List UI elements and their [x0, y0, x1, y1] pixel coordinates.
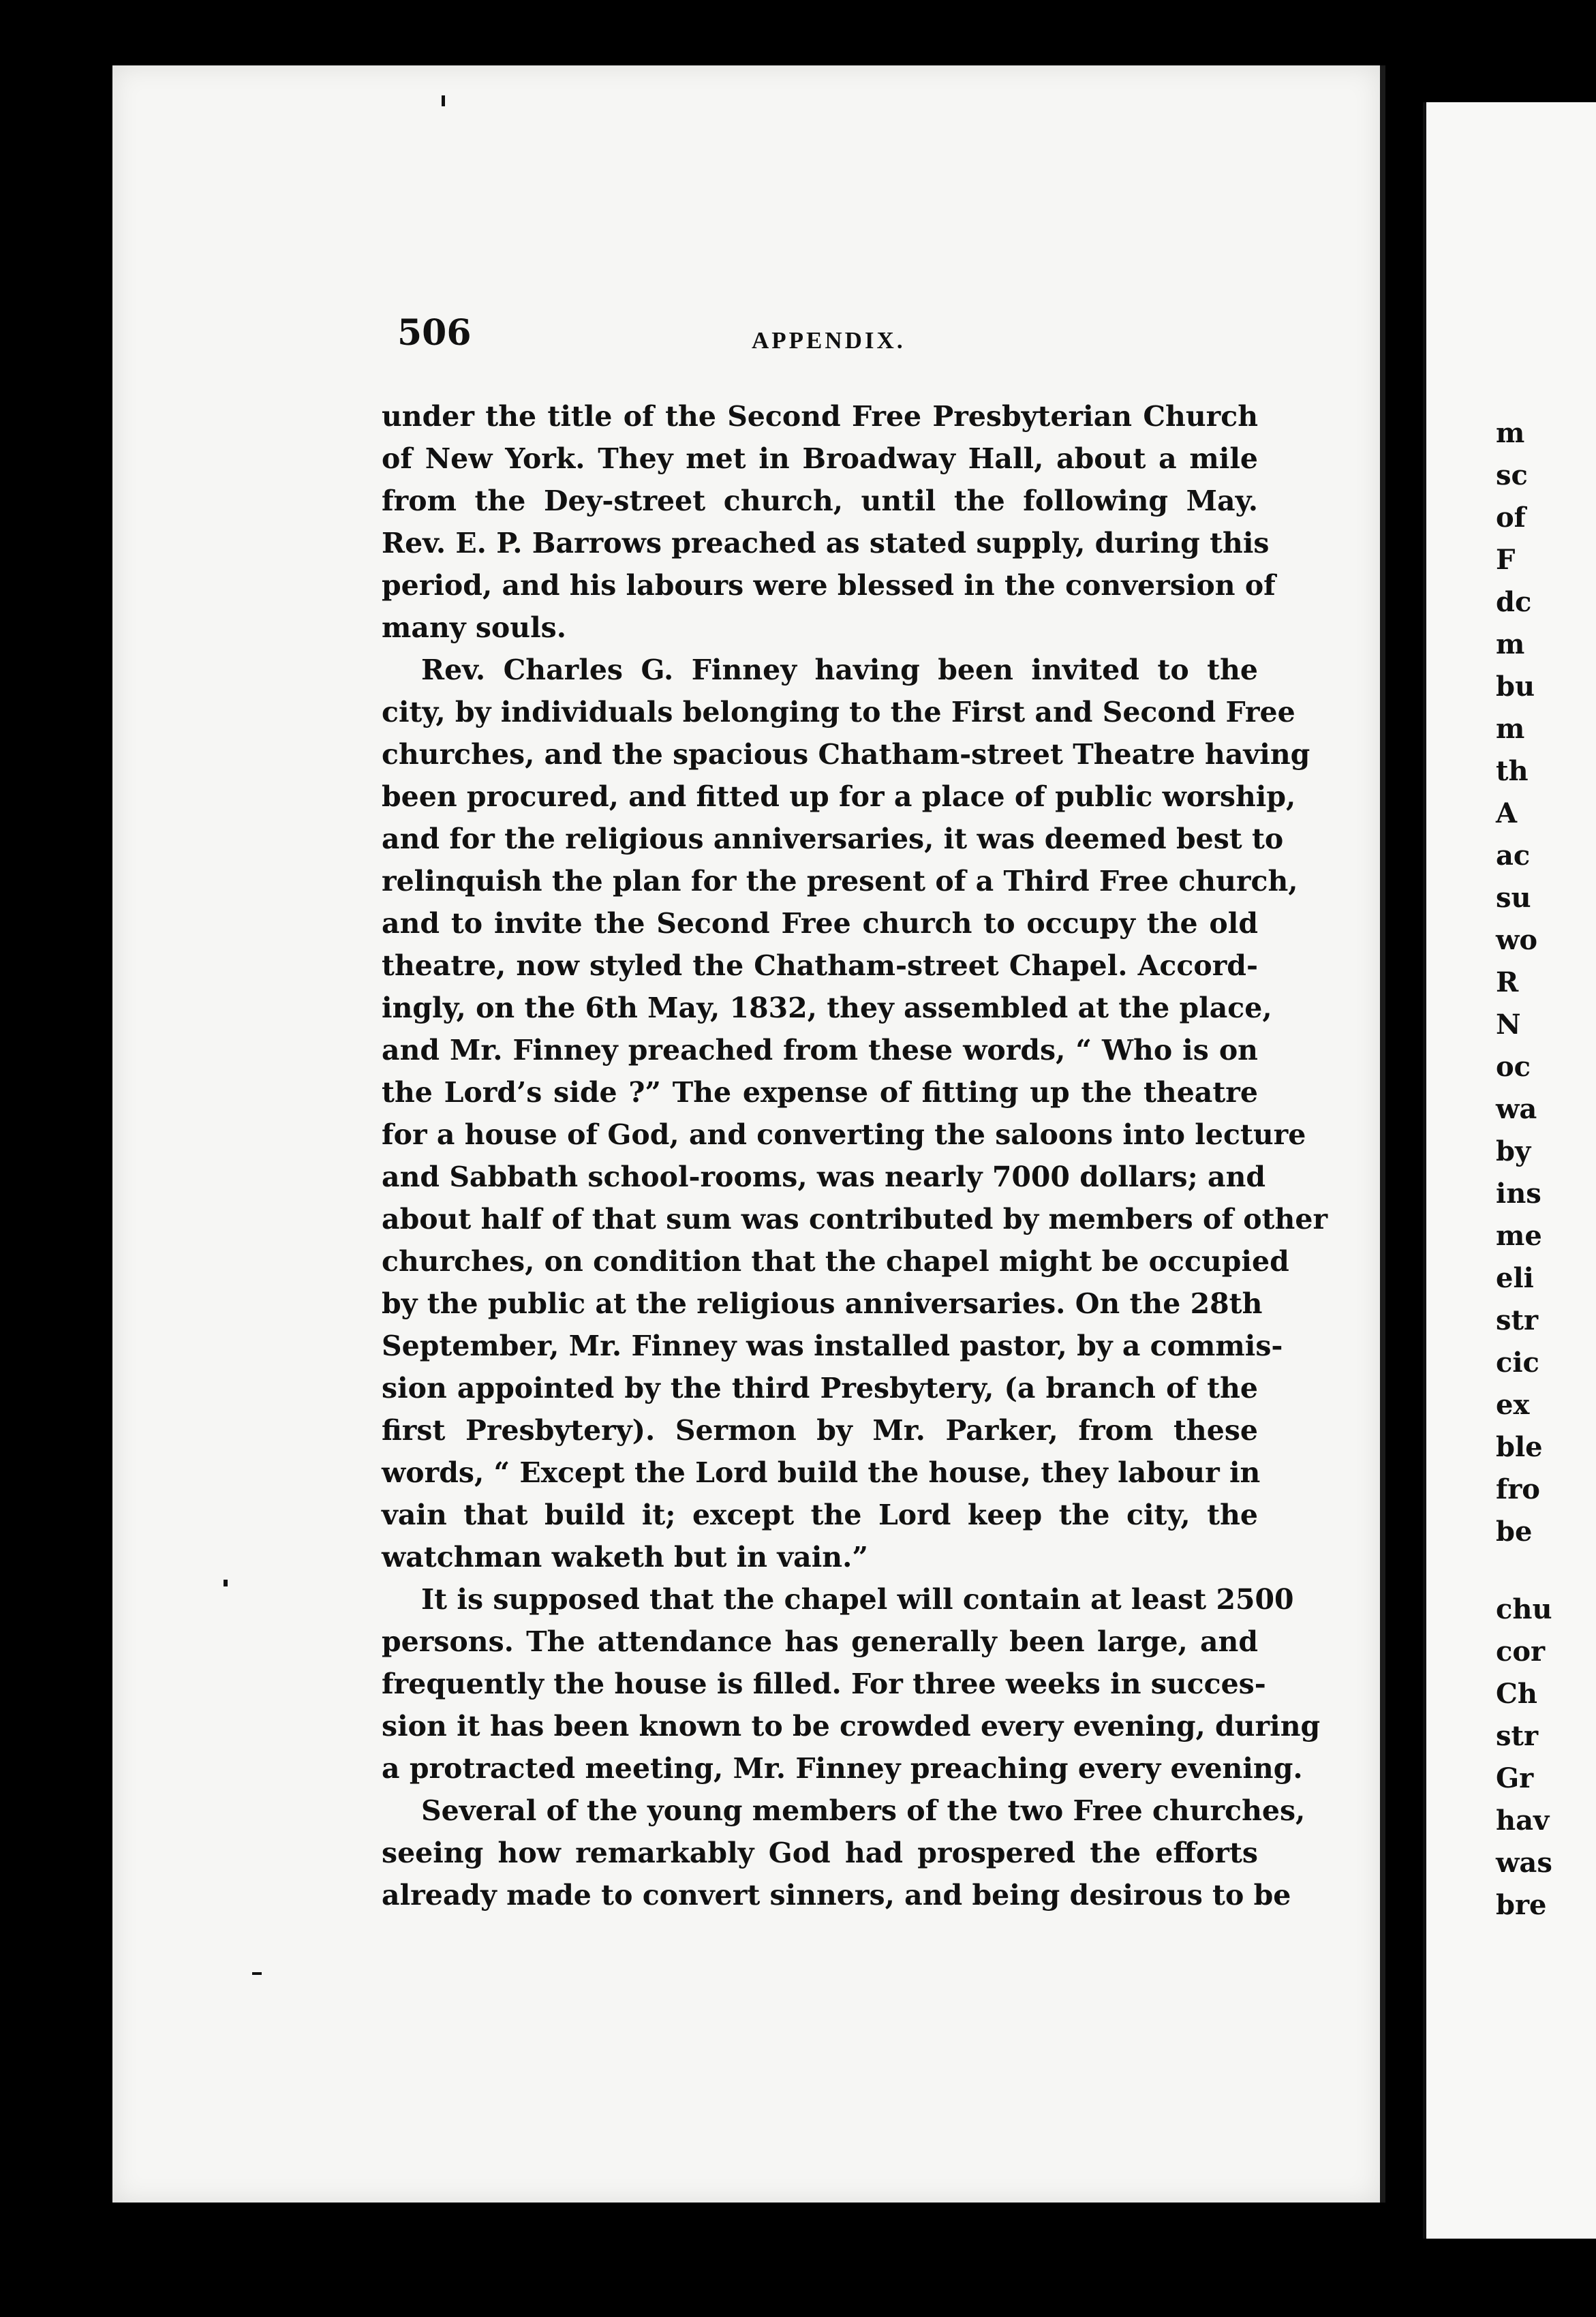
text-line: by the public at the religious anniversaries. On the 28th: [382, 1287, 1263, 1320]
neighbor-fragment: th: [1496, 755, 1529, 787]
text-line: Rev. Charles G. Finney having been invited to the: [421, 654, 1258, 686]
text-line: many souls.: [382, 611, 567, 644]
neighbor-fragment: was: [1496, 1847, 1552, 1879]
scan-speck-top: [442, 95, 445, 106]
text-line: the Lord’s side ?” The expense of fitting up the theatre: [382, 1076, 1258, 1109]
neighbor-fragment: N: [1496, 1009, 1521, 1041]
neighbor-fragment: su: [1496, 882, 1531, 914]
neighbor-fragment: ble: [1496, 1431, 1543, 1463]
neighbor-fragment: Ch: [1496, 1678, 1537, 1710]
scan-speck-left: [224, 1580, 228, 1586]
paragraph-4: [382, 1790, 1306, 1916]
paragraph-1: [382, 395, 1276, 649]
neighbor-fragment: me: [1496, 1220, 1542, 1252]
neighbor-fragment: A: [1496, 797, 1518, 829]
text-line: persons. The attendance has generally been large, and: [382, 1625, 1258, 1658]
text-line: period, and his labours were blessed in the conversion of: [382, 569, 1276, 602]
neighbor-fragment: by: [1496, 1135, 1531, 1167]
neighbor-fragment: fro: [1496, 1473, 1540, 1505]
scan-speck-bottom: [252, 1972, 262, 1975]
neighbor-fragment: str: [1496, 1304, 1539, 1336]
neighbor-fragment: R: [1496, 966, 1519, 998]
neighbor-fragment: cic: [1496, 1347, 1539, 1379]
running-head: APPENDIX.: [752, 327, 906, 354]
text-line: sion it has been known to be crowded every evening, during: [382, 1710, 1321, 1743]
neighbor-fragment: m: [1496, 628, 1525, 660]
text-line: churches, on condition that the chapel might be occupied: [382, 1245, 1289, 1278]
neighbor-fragment: str: [1496, 1720, 1539, 1752]
text-line: under the title of the Second Free Presbyterian Church: [382, 400, 1258, 433]
text-line: city, by individuals belonging to the First and Second Free: [382, 696, 1295, 728]
text-line: frequently the house is filled. For three weeks in succes-: [382, 1668, 1266, 1700]
neighbor-fragment: bu: [1496, 671, 1535, 703]
text-line: first Presbytery). Sermon by Mr. Parker, from these: [382, 1414, 1258, 1447]
neighbor-fragment: wa: [1496, 1093, 1537, 1125]
paragraph-2: [382, 649, 1328, 1578]
text-line: watchman waketh but in vain.”: [382, 1541, 868, 1574]
text-line: relinquish the plan for the present of a Third Free church,: [382, 865, 1298, 897]
text-line: vain that build it; except the Lord keep the city, the: [382, 1499, 1258, 1531]
neighbor-fragment: Gr: [1496, 1762, 1534, 1794]
text-line: ingly, on the 6th May, 1832, they assembled at the place,: [382, 992, 1272, 1024]
neighbor-fragment: hav: [1496, 1805, 1550, 1837]
neighbor-fragment: wo: [1496, 924, 1538, 956]
text-line: and to invite the Second Free church to occupy the old: [382, 907, 1258, 940]
text-line: words, “ Except the Lord build the house, they labour in: [382, 1456, 1261, 1489]
text-line: been procured, and fitted up for a place of public worship,: [382, 780, 1296, 813]
neighbor-fragment: m: [1496, 713, 1525, 745]
text-line: September, Mr. Finney was installed pastor, by a commis-: [382, 1330, 1283, 1362]
text-line: It is supposed that the chapel will contain at least 2500: [421, 1583, 1294, 1616]
neighbor-fragment: be: [1496, 1516, 1533, 1548]
text-line: and Mr. Finney preached from these words, “ Who is on: [382, 1034, 1258, 1067]
page-header: [397, 312, 1256, 360]
text-line: and Sabbath school-rooms, was nearly 7000 dollars; and: [382, 1161, 1266, 1193]
text-line: about half of that sum was contributed by members of other: [382, 1203, 1328, 1236]
text-line: a protracted meeting, Mr. Finney preaching every evening.: [382, 1752, 1303, 1785]
text-line: seeing how remarkably God had prospered the efforts: [382, 1837, 1258, 1869]
text-line: Several of the young members of the two Free churches,: [421, 1794, 1306, 1827]
text-line: of New York. They met in Broadway Hall, about a mile: [382, 442, 1258, 475]
neighbor-fragment: cor: [1496, 1636, 1546, 1668]
neighbor-fragment: of: [1496, 502, 1526, 534]
neighbor-fragment: chu: [1496, 1593, 1552, 1625]
paragraph-3: [382, 1578, 1321, 1790]
neighbor-fragment: eli: [1496, 1262, 1534, 1294]
neighbor-fragment: dc: [1496, 586, 1532, 618]
neighbor-fragment: oc: [1496, 1051, 1531, 1083]
neighbor-fragment: ex: [1496, 1389, 1530, 1421]
text-line: and for the religious anniversaries, it was deemed best to: [382, 823, 1284, 855]
neighbor-fragment: ins: [1496, 1178, 1541, 1210]
text-line: for a house of God, and converting the saloons into lecture: [382, 1118, 1306, 1151]
text-line: theatre, now styled the Chatham-street Chapel. Accord-: [382, 949, 1258, 982]
page-number: 506: [397, 312, 472, 354]
neighbor-fragment: bre: [1496, 1889, 1547, 1921]
text-line: Rev. E. P. Barrows preached as stated supply, during this: [382, 527, 1270, 559]
body-text: [382, 395, 1328, 1916]
neighbor-fragment: F: [1496, 544, 1516, 576]
neighbor-fragment: ac: [1496, 840, 1531, 872]
text-line: churches, and the spacious Chatham-street Theatre having: [382, 738, 1310, 771]
text-line: from the Dey-street church, until the following May.: [382, 485, 1258, 517]
neighbor-fragment: m: [1496, 417, 1525, 449]
text-line: already made to convert sinners, and being desirous to be: [382, 1879, 1291, 1912]
neighbor-fragment: sc: [1496, 459, 1528, 491]
text-line: sion appointed by the third Presbytery, (a branch of the: [382, 1372, 1258, 1405]
